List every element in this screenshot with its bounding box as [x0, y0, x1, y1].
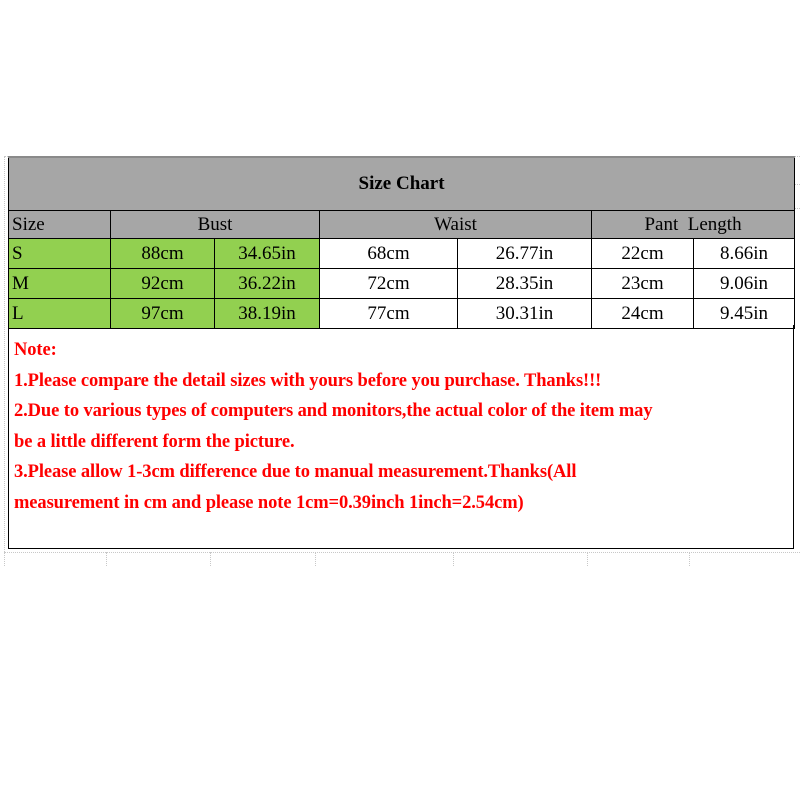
header-row	[9, 211, 795, 239]
waist-in-cell: 30.31in	[458, 299, 592, 329]
pant-in-cell: 9.06in	[694, 269, 795, 299]
note-line: 1.Please compare the detail sizes with yours before you purchase. Thanks!!!	[14, 370, 602, 391]
size-cell: L	[9, 299, 111, 329]
bust-in-cell: 38.19in	[215, 299, 320, 329]
note-line: be a little different form the picture.	[14, 431, 295, 452]
header-pant-length: Pant Length	[592, 211, 795, 239]
bust-cm-cell: 92cm	[111, 269, 215, 299]
bust-cm-cell: 97cm	[111, 299, 215, 329]
gridline	[106, 552, 107, 566]
chart-title: Size Chart	[9, 157, 795, 211]
waist-cm-cell: 68cm	[320, 239, 458, 269]
notes-box	[8, 325, 794, 549]
header-waist: Waist	[320, 211, 592, 239]
waist-in-cell: 28.35in	[458, 269, 592, 299]
bust-in-cell: 34.65in	[215, 239, 320, 269]
size-cell: S	[9, 239, 111, 269]
header-size: Size	[9, 211, 111, 239]
gridline	[4, 156, 5, 566]
size-cell: M	[9, 269, 111, 299]
spreadsheet-area	[4, 156, 792, 552]
table-row	[9, 269, 795, 299]
title-row	[9, 157, 795, 211]
note-heading: Note:	[14, 340, 57, 360]
gridline	[453, 552, 454, 566]
pant-in-cell: 8.66in	[694, 239, 795, 269]
table-row	[9, 239, 795, 269]
size-chart-table	[8, 156, 795, 329]
waist-in-cell: 26.77in	[458, 239, 592, 269]
pant-cm-cell: 22cm	[592, 239, 694, 269]
waist-cm-cell: 77cm	[320, 299, 458, 329]
note-line: measurement in cm and please note 1cm=0.39inch 1inch=2.54cm)	[14, 492, 524, 513]
pant-in-cell: 9.45in	[694, 299, 795, 329]
pant-cm-cell: 23cm	[592, 269, 694, 299]
header-bust: Bust	[111, 211, 320, 239]
gridline	[315, 552, 316, 566]
gridline	[587, 552, 588, 566]
pant-cm-cell: 24cm	[592, 299, 694, 329]
gridline	[4, 552, 800, 553]
bust-in-cell: 36.22in	[215, 269, 320, 299]
gridline	[689, 552, 690, 566]
bust-cm-cell: 88cm	[111, 239, 215, 269]
table-row	[9, 299, 795, 329]
note-line: 2.Due to various types of computers and monitors,the actual color of the item may	[14, 401, 653, 421]
gridline	[210, 552, 211, 566]
waist-cm-cell: 72cm	[320, 269, 458, 299]
note-line: 3.Please allow 1-3cm difference due to manual measurement.Thanks(All	[14, 462, 577, 482]
